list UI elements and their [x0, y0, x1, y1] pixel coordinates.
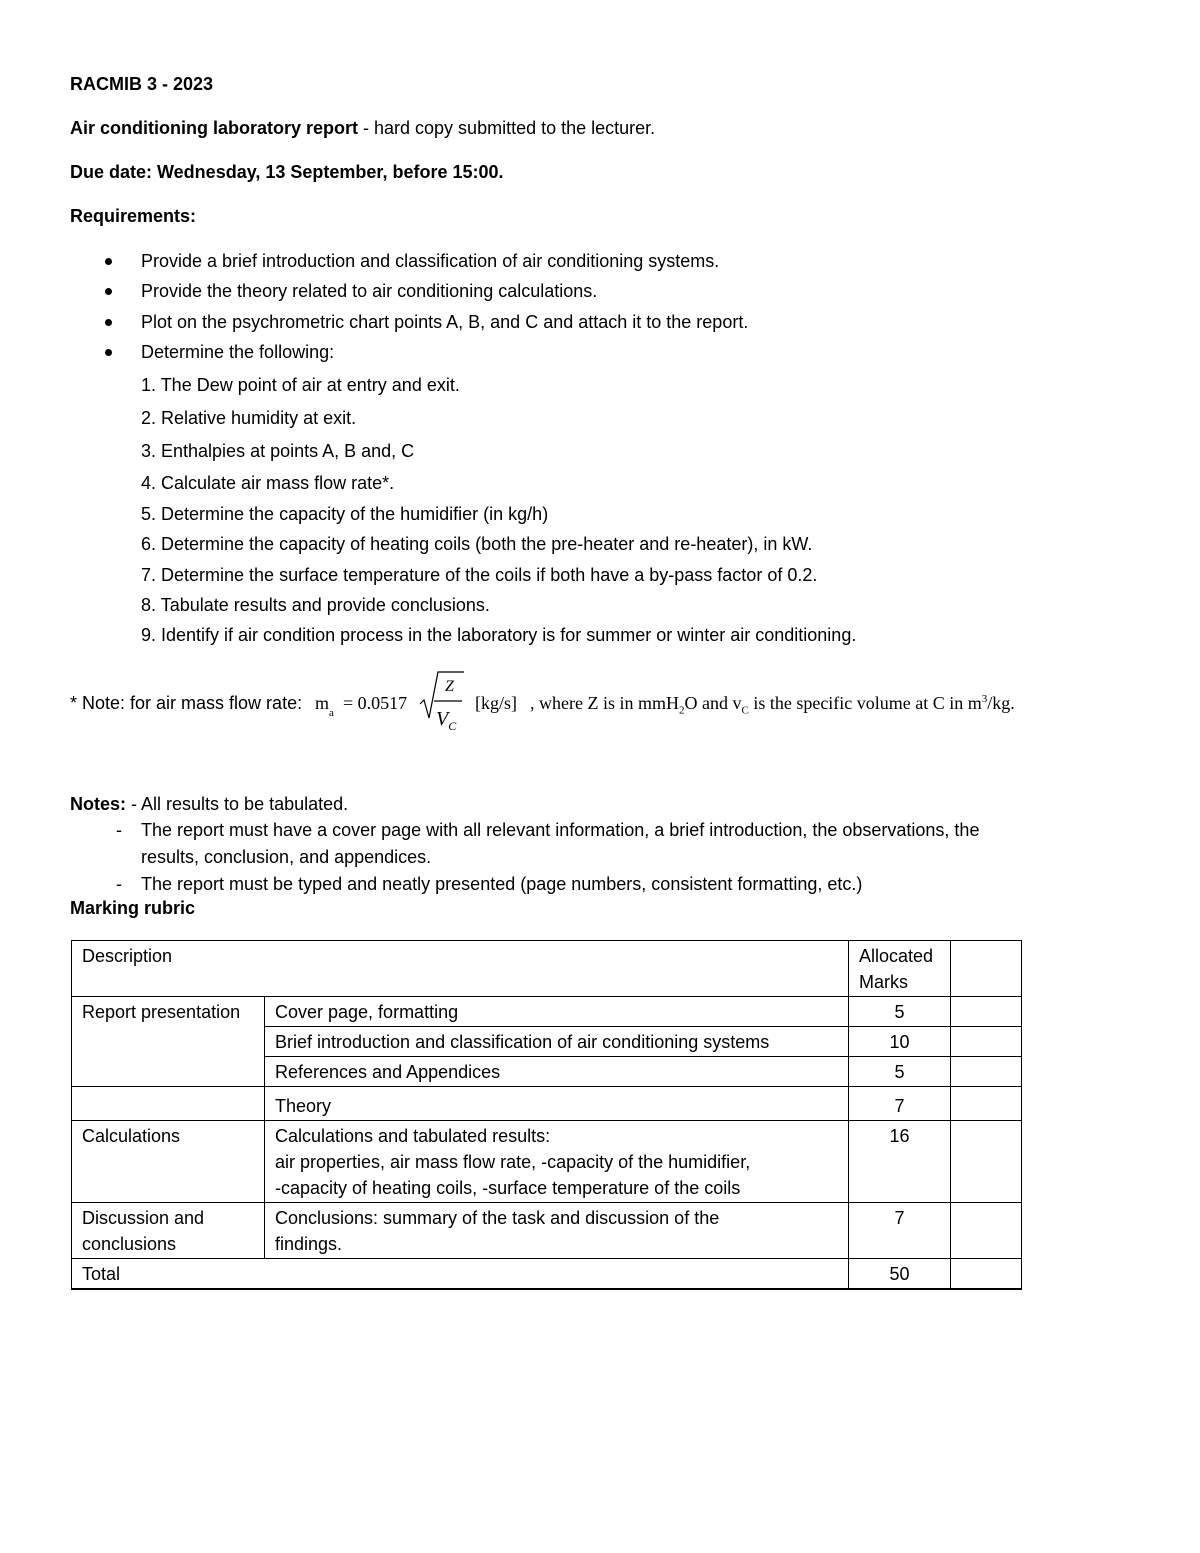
- item-cell: Brief introduction and classification of air conditioning systems: [265, 1027, 849, 1057]
- header-allocated-marks: [849, 941, 951, 997]
- formula-suffix-b: O and v: [684, 693, 742, 713]
- course-title: RACMIB 3 - 2023: [70, 74, 214, 94]
- notes-line: [70, 794, 348, 816]
- score-cell: [951, 1121, 1022, 1203]
- requirement-item: Provide the theory related to air conditioning calculations.: [141, 281, 598, 301]
- header-marks-line-1: Allocated: [859, 946, 934, 966]
- item-line: air properties, air mass flow rate, -capacity of the humidifier,: [275, 1152, 751, 1172]
- marking-rubric-table: [71, 940, 1022, 1290]
- numbered-item: 6. Determine the capacity of heating coils (both the pre-heater and re-heater), in kW.: [141, 534, 813, 554]
- score-cell: [951, 1259, 1022, 1290]
- notes-item: The report must have a cover page with all relevant information, a brief introduction, the observations, the: [141, 820, 980, 840]
- numbered-item: 5. Determine the capacity of the humidifier (in kg/h): [141, 504, 549, 524]
- formula-lhs: [315, 693, 334, 717]
- notes-item: results, conclusion, and appendices.: [141, 847, 432, 867]
- formula-suffix-sub: 2: [678, 704, 685, 717]
- numbered-item: 7. Determine the surface temperature of the coils if both have a by-pass factor of 0.2.: [141, 565, 818, 585]
- score-cell: [951, 1087, 1022, 1121]
- requirements-heading: Requirements:: [70, 206, 197, 226]
- formula-lhs-m: m: [315, 693, 330, 713]
- notes-dash: -: [116, 820, 122, 840]
- report-title-bold: Air conditioning laboratory report: [70, 118, 359, 138]
- item-cell: [265, 1121, 849, 1203]
- formula-note: [70, 668, 1150, 738]
- numbered-item: 1. The Dew point of air at entry and exit.: [141, 375, 460, 395]
- numbered-item: 4. Calculate air mass flow rate*.: [141, 473, 395, 493]
- formula-numerator: Z: [445, 678, 454, 695]
- requirement-item: Determine the following:: [141, 342, 335, 362]
- bullet-icon: [105, 349, 112, 356]
- notes-dash: -: [116, 874, 122, 894]
- formula-suffix-sub2: C: [741, 704, 749, 717]
- item-cell: Conclusions: summary of the task and discussion of the findings.: [265, 1203, 849, 1259]
- header-description: Description: [72, 941, 849, 997]
- marks-cell: 5: [849, 1057, 951, 1087]
- formula-suffix-d: /kg.: [987, 693, 1015, 713]
- total-label: Total: [72, 1259, 849, 1290]
- formula-prefix: * Note: for air mass flow rate:: [70, 693, 303, 713]
- notes-first: - All results to be tabulated.: [126, 794, 349, 814]
- numbered-item: 2. Relative humidity at exit.: [141, 408, 357, 428]
- table-row: [72, 997, 1022, 1027]
- category-cell: Discussion and conclusions: [72, 1203, 265, 1259]
- header-empty-cell: [951, 941, 1022, 997]
- table-header-row: [72, 941, 1022, 997]
- formula-suffix-c: is the specific volume at C in m: [748, 693, 982, 713]
- numbered-item: 3. Enthalpies at points A, B and, C: [141, 441, 415, 461]
- marks-cell: 5: [849, 997, 951, 1027]
- item-cell: Theory: [265, 1087, 849, 1121]
- table-row: [72, 1121, 1022, 1203]
- marks-cell: 7: [849, 1203, 951, 1259]
- formula-denominator: [436, 708, 456, 734]
- formula-denominator-v: V: [436, 708, 449, 730]
- formula-units: [kg/s]: [475, 693, 517, 713]
- report-title: [70, 118, 655, 140]
- requirement-item: Plot on the psychrometric chart points A, B, and C and attach it to the report.: [141, 312, 749, 332]
- category-cell: Calculations: [72, 1121, 265, 1203]
- score-cell: [951, 1203, 1022, 1259]
- notes-label: Notes:: [70, 794, 127, 814]
- formula-lhs-sub: a: [329, 706, 334, 719]
- numbered-item: 8. Tabulate results and provide conclusions.: [141, 595, 490, 615]
- marks-cell: 16: [849, 1121, 951, 1203]
- notes-item: The report must be typed and neatly presented (page numbers, consistent formatting, etc.): [141, 874, 863, 894]
- formula-coefficient: = 0.0517: [343, 693, 408, 713]
- header-marks-line-2: Marks: [859, 972, 909, 992]
- requirement-item: Provide a brief introduction and classification of air conditioning systems.: [141, 251, 720, 271]
- total-marks: 50: [849, 1259, 951, 1290]
- formula-suffix-a: , where Z is in mmH: [530, 693, 679, 713]
- table-row: [72, 1087, 1022, 1121]
- item-cell: References and Appendices: [265, 1057, 849, 1087]
- category-cell: Report presentation: [72, 997, 265, 1087]
- formula-denominator-sub: C: [448, 719, 457, 733]
- marks-cell: 7: [849, 1087, 951, 1121]
- score-cell: [951, 997, 1022, 1027]
- table-total-row: [72, 1259, 1022, 1290]
- formula-suffix: [530, 693, 1015, 717]
- rubric-heading: Marking rubric: [70, 898, 196, 918]
- score-cell: [951, 1057, 1022, 1087]
- item-line: -capacity of heating coils, -surface temperature of the coils: [275, 1178, 741, 1198]
- numbered-item: 9. Identify if air condition process in the laboratory is for summer or winter air conditioning.: [141, 625, 857, 645]
- table-row: [72, 1203, 1022, 1259]
- bullet-icon: [105, 319, 112, 326]
- bullet-icon: [105, 288, 112, 295]
- marks-cell: 10: [849, 1027, 951, 1057]
- formula-suffix-sup: 3: [981, 693, 988, 705]
- category-cell: [72, 1087, 265, 1121]
- report-title-rest: - hard copy submitted to the lecturer.: [358, 118, 656, 138]
- item-line: Calculations and tabulated results:: [275, 1126, 551, 1146]
- item-cell: Cover page, formatting: [265, 997, 849, 1027]
- bullet-icon: [105, 258, 112, 265]
- due-date: Due date: Wednesday, 13 September, before 15:00.: [70, 162, 504, 182]
- score-cell: [951, 1027, 1022, 1057]
